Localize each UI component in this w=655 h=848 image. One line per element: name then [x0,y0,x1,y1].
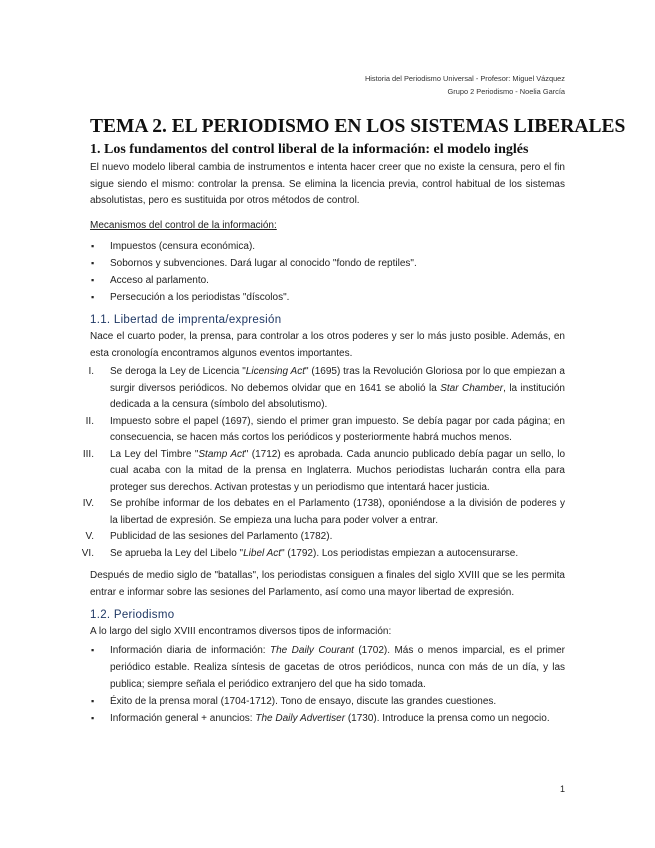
list-item: ▪ Información diaria de información: The Daily Courant (1702). Más o menos imparcial, es el primer periódico estable. Realiza síntesis de gacetas de otros periódicos, nunca con más de un día, y las publica; siempre señala el periódico extranjero del que ha sido tomada. [90,642,565,693]
page-title: TEMA 2. EL PERIODISMO EN LOS SISTEMAS LIBERALES [90,116,626,137]
info-types-list [90,642,565,727]
list-number: VI. [81,547,94,559]
list-number: II. [85,415,94,427]
mechanisms-label: Mecanismos del control de la información: [90,219,277,231]
section-1-heading: 1. Los fundamentos del control liberal de la información: el modelo inglés [90,142,529,157]
header-course-line: Historia del Periodismo Universal - Profesor: Miguel Vázquez [364,74,565,83]
list-number: IV. [82,498,94,509]
section-1-1-heading: 1.1. Libertad de imprenta/expresión [90,314,282,326]
events-list [81,364,566,562]
list-item: I. Se deroga la Ley de Licencia "Licensing Act" (1695) tras la Revolución Gloriosa por lo que empiezan a surgir diversos periódicos. No debemos olvidar que en 1641 se abolió la Star Chamber, la institución dedicada a la censura (símbolo del absolutismo). [90,364,565,414]
list-item: ▪ Persecución a los periodistas "díscolos". [90,289,565,306]
page-number: 1 [559,784,565,794]
list-number: V. [85,531,94,542]
list-item: IV. Se prohíbe informar de los debates en el Parlamento (1738), oponiéndose a la división de poderes y la libertad de expresión. Se empieza una lucha para poder volver a entrar. [90,496,565,529]
header-group-line: Grupo 2 Periodismo - Noelia García [447,87,565,96]
list-item: V. Publicidad de las sesiones del Parlamento (1782). [90,529,565,546]
list-item: III. La Ley del Timbre "Stamp Act" (1712) es aprobada. Cada anuncio publicado debía pagar un sello, lo cual acaba con la mitad de la prensa en Inglaterra. Muchos periodistas lucharán contra ella para proteger sus derechos. Activan protestas y un periodismo que intentará hacer justicia. [90,447,565,497]
section-1-2-heading: 1.2. Periodismo [90,609,175,621]
list-item: ▪ Impuestos (censura económica). [90,238,565,255]
page-header [90,72,565,98]
list-number: III. [82,448,94,460]
list-number: I. [88,366,94,377]
list-item: ▪ Sobornos y subvenciones. Dará lugar al conocido "fondo de reptiles". [90,255,565,272]
list-item: II. Impuesto sobre el papel (1697), siendo el primer gran impuesto. Se debía pagar por cada página; en consecuencia, se hacen más cortos los periódicos y posteriormente habrá muchos menos. [90,414,565,447]
list-item: ▪ Éxito de la prensa moral (1704-1712). Tono de ensayo, discute las grandes cuestiones. [90,693,565,710]
list-item: ▪ Acceso al parlamento. [90,272,565,289]
section-1-1-closing: Después de medio siglo de "batallas", los periodistas consiguen a finales del siglo XVIII que se les permita entrar e informar sobre las sesiones del Parlamento, así como una mayor libertad de expresión. [90,570,565,598]
section-1-1-intro: Nace el cuarto poder, la prensa, para controlar a los otros poderes y ser lo más justo posible. Además, en esta cronología encontramos algunos eventos importantes. [90,331,565,359]
section-1-intro: El nuevo modelo liberal cambia de instrumentos e intenta hacer creer que no existe la censura, pero el fin sigue siendo el mismo: controlar la prensa. Se elimina la licencia previa, control habitual de los sistemas absolutistas, pero es sustituida por otros métodos de control. [90,162,565,206]
list-item: VI. Se aprueba la Ley del Libelo "Libel Act" (1792). Los periodistas empiezan a autocensurarse. [90,546,565,563]
list-item: ▪ Información general + anuncios: The Daily Advertiser (1730). Introduce la prensa como un negocio. [90,710,565,727]
section-1-2-intro: A lo largo del siglo XVIII encontramos diversos tipos de información: [90,626,392,637]
mechanisms-list [90,238,565,306]
